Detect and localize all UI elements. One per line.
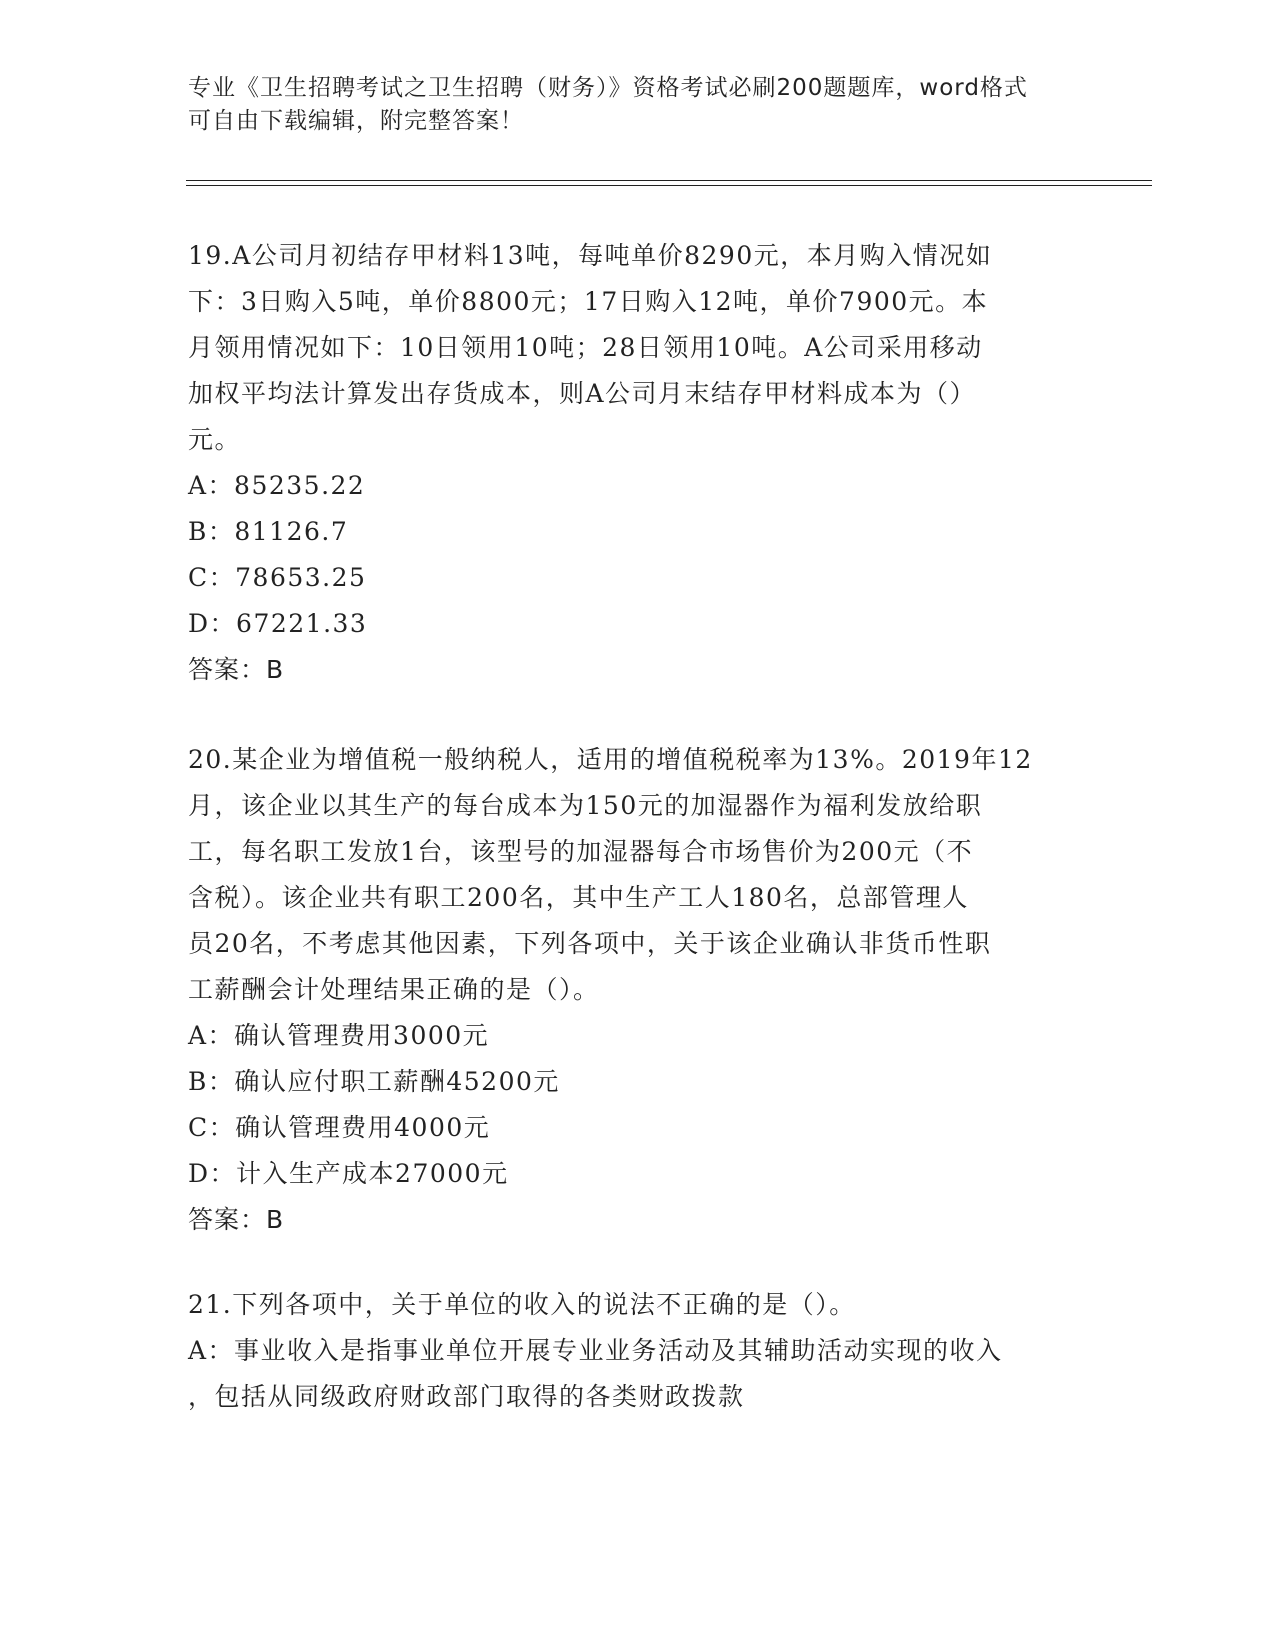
header-divider-top bbox=[186, 180, 1152, 181]
answer: 答案：B bbox=[188, 655, 285, 684]
option-a-continuation: ，包括从同级政府财政部门取得的各类财政拨款 bbox=[188, 1382, 745, 1411]
option-a: A：确认管理费用3000元 bbox=[188, 1021, 490, 1050]
stem-line: 月，该企业以其生产的每台成本为150元的加湿器作为福利发放给职 bbox=[188, 791, 983, 820]
option-b: B：确认应付职工薪酬45200元 bbox=[188, 1067, 560, 1096]
stem-line: 19.A公司月初结存甲材料13吨，每吨单价8290元，本月购入情况如 bbox=[188, 241, 993, 270]
option-c: C：确认管理费用4000元 bbox=[188, 1113, 491, 1142]
stem-line: 工薪酬会计处理结果正确的是（）。 bbox=[188, 975, 600, 1004]
question-20 bbox=[188, 737, 1088, 1243]
option-c: C：78653.25 bbox=[188, 563, 367, 592]
stem-line: 元。 bbox=[188, 425, 242, 454]
stem-line: 20.某企业为增值税一般纳税人，适用的增值税税率为13%。2019年12 bbox=[188, 745, 1033, 774]
stem-line: 含税）。该企业共有职工200名，其中生产工人180名，总部管理人 bbox=[188, 883, 969, 912]
option-b: B：81126.7 bbox=[188, 517, 349, 546]
option-d: D：计入生产成本27000元 bbox=[188, 1159, 509, 1188]
stem-line: 工，每名职工发放1台，该型号的加湿器每合市场售价为200元（不 bbox=[188, 837, 974, 866]
document-header bbox=[188, 72, 1068, 138]
question-stem bbox=[188, 233, 1088, 463]
stem-line: 月领用情况如下：10日领用10吨；28日领用10吨。A公司采用移动 bbox=[188, 333, 983, 362]
stem-line: 员20名，不考虑其他因素，下列各项中，关于该企业确认非货币性职 bbox=[188, 929, 992, 958]
header-divider-bottom bbox=[186, 185, 1152, 186]
question-stem bbox=[188, 1282, 1088, 1328]
option-a: A：85235.22 bbox=[188, 471, 366, 500]
option-d: D：67221.33 bbox=[188, 609, 368, 638]
stem-line: 21.下列各项中，关于单位的收入的说法不正确的是（）。 bbox=[188, 1290, 856, 1319]
question-21 bbox=[188, 1282, 1088, 1420]
question-stem bbox=[188, 737, 1088, 1013]
answer: 答案：B bbox=[188, 1205, 285, 1234]
question-19 bbox=[188, 233, 1088, 693]
option-a: A：事业收入是指事业单位开展专业业务活动及其辅助活动实现的收入 bbox=[188, 1336, 1003, 1365]
header-title-line-2: 可自由下载编辑，附完整答案！ bbox=[188, 108, 524, 134]
header-title-line-1: 专业《卫生招聘考试之卫生招聘（财务）》资格考试必刷200题题库，word格式 bbox=[188, 75, 1028, 101]
stem-line: 加权平均法计算发出存货成本，则A公司月末结存甲材料成本为（） bbox=[188, 379, 977, 408]
stem-line: 下：3日购入5吨，单价8800元；17日购入12吨，单价7900元。本 bbox=[188, 287, 989, 316]
